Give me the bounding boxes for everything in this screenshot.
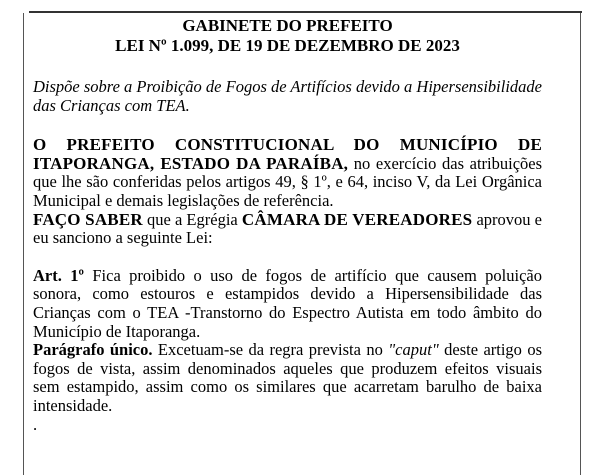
law-subject: Dispõe sobre a Proibição de Fogos de Artifícios devido a Hipersensibilidade das Crianças com TEA.: [33, 77, 542, 115]
left-border-rule: [23, 13, 24, 475]
sole-paragraph-label: Parágrafo único.: [33, 340, 153, 360]
sole-paragraph-text-before: Excetuam-se da regra prevista no: [152, 340, 389, 360]
sole-paragraph-text-after: deste artigo os fogos de vista, assim denominados aqueles que produzem efeitos visuais sem estampido, assim como os similares que acarretam barulho de baixa intensidade.: [33, 340, 542, 415]
sole-paragraph: [33, 341, 542, 415]
announcement-lead: FAÇO SABER: [33, 209, 143, 229]
top-border-rule: [29, 11, 582, 13]
announcement-middle: que a Egrégia: [142, 209, 242, 229]
preamble-text: no exercício das atribuições que lhe são conferidas pelos artigos 49, § 1º, e 64, inciso V, da Lei Orgânica Municipal e demais legislações de referência.: [33, 153, 543, 210]
announcement-end: aprovou e eu sanciono a seguinte Lei:: [33, 209, 542, 248]
trailing-mark: .: [33, 414, 38, 434]
sole-paragraph-caput: "caput": [388, 340, 439, 360]
document-content: [33, 16, 542, 434]
announcement-chamber: CÂMARA DE VEREADORES: [241, 209, 473, 229]
article-1-text: Fica proibido o uso de fogos de artifício que causem poluição sonora, como estouros e estampidos devido a Hipersensibilidade das Crianças com o TEA -Transtorno do Espectro Autista em todo âmbito do Município de Itaporanga.: [33, 265, 542, 341]
office-heading: GABINETE DO PREFEITO: [182, 16, 393, 35]
article-1-label: Art. 1º: [33, 265, 84, 285]
announcement: [33, 211, 542, 248]
law-title: LEI Nº 1.099, DE 19 DE DEZEMBRO DE 2023: [115, 36, 460, 55]
right-border-rule: [580, 13, 581, 475]
preamble-authority: O PREFEITO CONSTITUCIONAL DO MUNICÍPIO DE ITAPORANGA, ESTADO DA PARAÍBA,: [33, 135, 542, 173]
article-1: [33, 267, 542, 341]
preamble: [33, 136, 542, 210]
